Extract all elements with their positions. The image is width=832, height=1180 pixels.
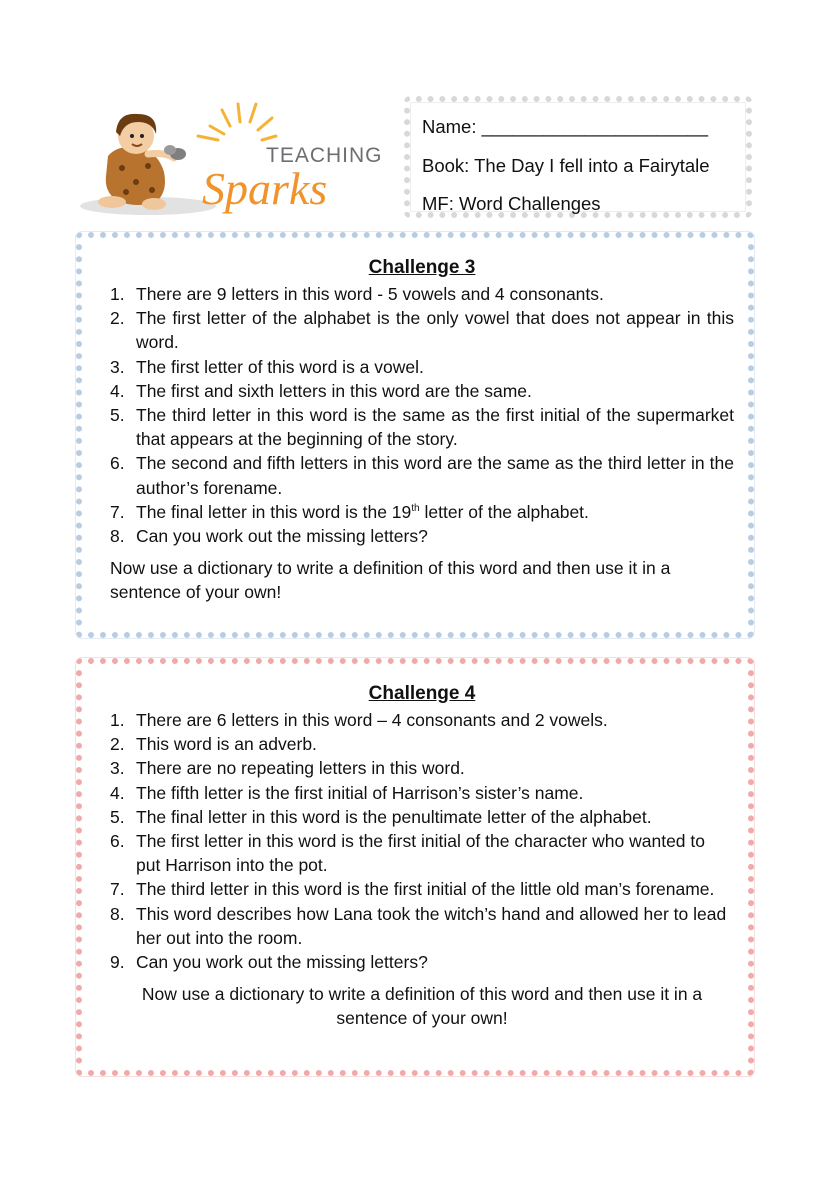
item-number: 1.: [110, 710, 125, 730]
caveman-mascot-icon: [78, 96, 394, 220]
item-number: 4.: [110, 782, 125, 803]
item-text: This word describes how Lana took the witch’s hand and allowed her to lead her out into the room.: [136, 903, 727, 948]
item-text: The third letter in this word is the first initial of the little old man’s forename.: [136, 879, 715, 900]
name-field-line: Name: ______________________: [422, 116, 708, 137]
item-number: 9.: [110, 952, 125, 973]
item-text-after: letter of the alphabet.: [419, 501, 589, 522]
logo-text-sparks: Sparks: [202, 163, 328, 214]
item-text: The third letter in this word is the same as the first initial of the supermarket that appears at the beginning of the story.: [136, 405, 734, 450]
item-text: The fifth letter is the first initial of Harrison’s sister’s name.: [136, 782, 584, 803]
item-number: 3.: [110, 758, 125, 779]
item-number: 1.: [110, 284, 125, 304]
item-number: 7.: [110, 879, 125, 900]
item-number: 2.: [110, 308, 125, 329]
list-item: [110, 403, 734, 451]
item-text: The first letter of the alphabet is the only vowel that does not appear in this word.: [136, 308, 734, 353]
challenge-3-footer: Now use a dictionary to write a definition of this word and then use it in a sentence of your own!: [110, 558, 671, 603]
item-text: The first and sixth letters in this word are the same.: [136, 380, 532, 401]
item-text: Can you work out the missing letters?: [136, 526, 428, 547]
list-item: [110, 950, 734, 974]
list-item: [110, 306, 734, 354]
item-number: 5.: [110, 806, 125, 827]
item-text: The final letter in this word is the penultimate letter of the alphabet.: [136, 806, 652, 827]
item-text: There are no repeating letters in this word.: [136, 758, 465, 779]
item-number: 2.: [110, 734, 125, 755]
item-text: Can you work out the missing letters?: [136, 952, 428, 973]
list-item: [110, 805, 734, 829]
mf-line: MF: Word Challenges: [422, 193, 601, 214]
item-number: 6.: [110, 831, 125, 852]
item-text: The second and fifth letters in this word are the same as the third letter in the author’s forename.: [136, 453, 734, 498]
item-number: 7.: [110, 501, 125, 522]
list-item: [110, 282, 734, 306]
item-text: The first letter in this word is the first initial of the character who wanted to put Harrison into the pot.: [136, 831, 705, 876]
book-line: Book: The Day I fell into a Fairytale: [422, 154, 710, 176]
item-text: There are 9 letters in this word - 5 vowels and 4 consonants.: [136, 284, 604, 304]
item-number: 3.: [110, 356, 125, 377]
challenge-3-title: Challenge 3: [368, 257, 476, 278]
list-item: [110, 902, 734, 950]
challenge-4-list: [110, 708, 734, 974]
item-text-before: The final letter in this word is the 19: [136, 501, 412, 522]
item-number: 8.: [110, 903, 125, 924]
list-item: [110, 524, 734, 548]
item-text: There are 6 letters in this word – 4 consonants and 2 vowels.: [136, 710, 608, 730]
list-item: [110, 708, 734, 732]
item-text: This word is an adverb.: [136, 734, 317, 755]
list-item: [110, 355, 734, 379]
challenge-3-box: [76, 232, 754, 638]
list-item: [110, 379, 734, 403]
list-item: [110, 732, 734, 756]
list-item: [110, 500, 734, 524]
info-box: [404, 96, 752, 218]
list-item: [110, 877, 734, 901]
teaching-sparks-logo: [78, 96, 394, 220]
list-item: [110, 756, 734, 780]
item-number: 6.: [110, 453, 125, 474]
list-item: [110, 451, 734, 499]
challenge-4-box: [76, 658, 754, 1076]
list-item: [110, 829, 734, 877]
item-number: 5.: [110, 405, 125, 426]
list-item: [110, 781, 734, 805]
logo-text-teaching: TEACHING: [266, 144, 383, 167]
item-number: 4.: [110, 380, 125, 401]
challenge-4-footer: Now use a dictionary to write a definition of this word and then use it in a sentence of your own!: [141, 984, 703, 1029]
item-text: The first letter of this word is a vowel.: [136, 356, 424, 377]
item-number: 8.: [110, 526, 125, 547]
challenge-4-title: Challenge 4: [368, 683, 476, 704]
item-superscript: th: [411, 503, 420, 514]
challenge-3-list: [110, 282, 734, 548]
